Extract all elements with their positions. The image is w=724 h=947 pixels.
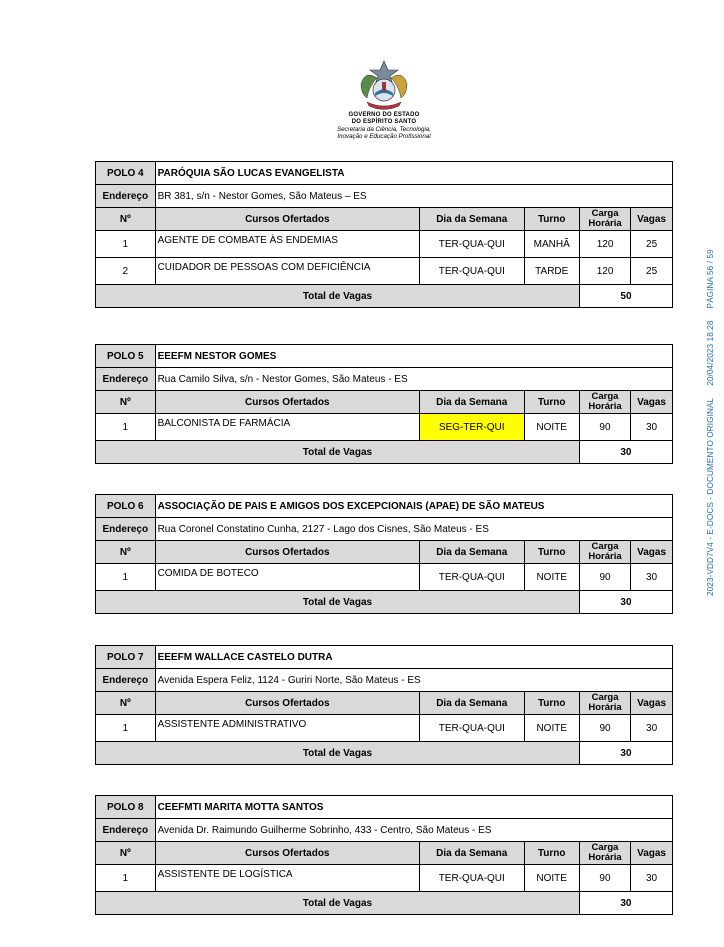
- course-number: 1: [96, 231, 156, 258]
- col-header-carga: [579, 692, 630, 715]
- total-value: 30: [579, 441, 672, 464]
- course-days: TER-QUA-QUI: [419, 865, 524, 892]
- course-shift: NOITE: [524, 414, 579, 441]
- course-hours: 90: [579, 865, 630, 892]
- col-header-turno: Turno: [524, 692, 579, 715]
- edocs-code: 2023-VDD7V4 - E-DOCS - DOCUMENTO ORIGINAL: [706, 397, 715, 596]
- col-header-vagas: Vagas: [631, 541, 673, 564]
- endereco-label: Endereço: [96, 368, 156, 391]
- col-header-dia: Dia da Semana: [420, 208, 525, 231]
- course-days-highlighted: SEG-TER-QUI: [419, 414, 524, 441]
- course-name: CUIDADOR DE PESSOAS COM DEFICIÊNCIA: [155, 258, 419, 285]
- polo-name: PARÓQUIA SÃO LUCAS EVANGELISTA: [155, 162, 672, 185]
- endereco-label: Endereço: [96, 185, 156, 208]
- carga-l1: Carga: [591, 842, 619, 853]
- col-header-no: Nº: [96, 541, 156, 564]
- col-header-carga: [579, 391, 630, 414]
- carga-l1: Carga: [591, 541, 619, 552]
- col-header-dia: Dia da Semana: [420, 692, 525, 715]
- polo-label: POLO 5: [96, 345, 156, 368]
- polo-label: POLO 4: [96, 162, 156, 185]
- endereco-label: Endereço: [96, 819, 156, 842]
- course-number: 1: [96, 865, 156, 892]
- document-header: [0, 58, 724, 140]
- total-label: Total de Vagas: [96, 742, 580, 765]
- col-header-turno: Turno: [524, 208, 579, 231]
- edocs-datetime: 20/04/2023 18:28: [706, 320, 715, 386]
- carga-l1: Carga: [591, 208, 619, 219]
- total-value: 30: [579, 742, 672, 765]
- course-days: TER-QUA-QUI: [420, 715, 525, 742]
- polo-address: BR 381, s/n - Nestor Gomes, São Mateus – ES: [155, 185, 672, 208]
- edocs-page: PÁGINA 56 / 59: [706, 249, 715, 309]
- course-seats: 25: [631, 231, 673, 258]
- polo-label: POLO 6: [96, 495, 156, 518]
- secretaria-line-1: Secretaria da Ciência, Tecnologia,: [336, 126, 431, 133]
- course-days: TER-QUA-QUI: [420, 231, 525, 258]
- polo-label: POLO 7: [96, 646, 156, 669]
- carga-l2: Horária: [588, 401, 622, 412]
- course-hours: 120: [579, 258, 630, 285]
- course-seats: 30: [631, 564, 673, 591]
- polo-name: EEEFM NESTOR GOMES: [155, 345, 672, 368]
- polo-table: [95, 795, 673, 915]
- carga-l2: Horária: [588, 551, 622, 562]
- course-shift: NOITE: [524, 564, 579, 591]
- course-shift: NOITE: [524, 865, 579, 892]
- polo-table: [95, 344, 673, 464]
- polo-address: Rua Coronel Constatino Cunha, 2127 - Lago dos Cisnes, São Mateus - ES: [155, 518, 672, 541]
- course-number: 2: [96, 258, 156, 285]
- table-row: [96, 865, 673, 892]
- col-header-dia: Dia da Semana: [419, 391, 524, 414]
- col-header-cursos: Cursos Ofertados: [155, 842, 419, 865]
- col-header-vagas: Vagas: [631, 391, 673, 414]
- course-hours: 90: [579, 564, 630, 591]
- course-seats: 30: [631, 715, 673, 742]
- total-label: Total de Vagas: [96, 441, 580, 464]
- course-name: BALCONISTA DE FARMÁCIA: [155, 414, 419, 441]
- col-header-no: Nº: [96, 842, 156, 865]
- polo-table: [95, 494, 673, 614]
- total-label: Total de Vagas: [96, 892, 580, 915]
- col-header-cursos: Cursos Ofertados: [155, 208, 419, 231]
- endereco-label: Endereço: [96, 518, 156, 541]
- course-name: ASSISTENTE ADMINISTRATIVO: [155, 715, 419, 742]
- gov-line-2: DO ESPÍRITO SANTO: [351, 119, 417, 125]
- total-label: Total de Vagas: [96, 285, 580, 308]
- course-number: 1: [96, 414, 156, 441]
- carga-l2: Horária: [588, 702, 622, 713]
- course-name: AGENTE DE COMBATE ÀS ENDEMIAS: [155, 231, 419, 258]
- col-header-turno: Turno: [524, 842, 579, 865]
- polo-address: Avenida Dr. Raimundo Guilherme Sobrinho, 433 - Centro, São Mateus - ES: [155, 819, 672, 842]
- gov-line-1: GOVERNO DO ESTADO: [348, 112, 420, 118]
- secretaria-line-2: Inovação e Educação Profissional: [337, 133, 431, 140]
- carga-l2: Horária: [588, 218, 622, 229]
- col-header-cursos: Cursos Ofertados: [155, 391, 419, 414]
- col-header-no: Nº: [96, 391, 156, 414]
- course-name: ASSISTENTE DE LOGÍSTICA: [155, 865, 419, 892]
- polo-name: EEEFM WALLACE CASTELO DUTRA: [155, 646, 672, 669]
- col-header-dia: Dia da Semana: [419, 842, 524, 865]
- table-row: [96, 258, 673, 285]
- course-shift: NOITE: [524, 715, 579, 742]
- table-row: [96, 564, 673, 591]
- endereco-label: Endereço: [96, 669, 156, 692]
- col-header-cursos: Cursos Ofertados: [155, 541, 419, 564]
- course-number: 1: [96, 564, 156, 591]
- col-header-vagas: Vagas: [631, 842, 673, 865]
- col-header-carga: [579, 541, 630, 564]
- polo-address: Avenida Espera Feliz, 1124 - Guriri Norte, São Mateus - ES: [155, 669, 672, 692]
- course-days: TER-QUA-QUI: [420, 258, 525, 285]
- table-row: [96, 414, 673, 441]
- col-header-carga: [579, 842, 630, 865]
- carga-l1: Carga: [591, 692, 619, 703]
- course-shift: TARDE: [524, 258, 579, 285]
- col-header-no: Nº: [96, 208, 156, 231]
- carga-l2: Horária: [588, 852, 622, 863]
- total-value: 30: [579, 892, 672, 915]
- course-seats: 25: [631, 258, 673, 285]
- course-shift: MANHÃ: [524, 231, 579, 258]
- col-header-no: Nº: [96, 692, 156, 715]
- col-header-vagas: Vagas: [631, 208, 673, 231]
- polo-name: ASSOCIAÇÃO DE PAIS E AMIGOS DOS EXCEPCIONAIS (APAE) DE SÃO MATEUS: [155, 495, 672, 518]
- col-header-carga: [579, 208, 630, 231]
- edocs-side-stamp: [706, 237, 715, 596]
- total-label: Total de Vagas: [96, 591, 580, 614]
- course-seats: 30: [631, 414, 673, 441]
- col-header-turno: Turno: [524, 541, 579, 564]
- table-row: [96, 231, 673, 258]
- polo-table: [95, 645, 673, 765]
- course-name: COMIDA DE BOTECO: [155, 564, 419, 591]
- col-header-vagas: Vagas: [631, 692, 673, 715]
- polo-name: CEEFMTI MARITA MOTTA SANTOS: [155, 796, 672, 819]
- col-header-turno: Turno: [524, 391, 579, 414]
- col-header-dia: Dia da Semana: [420, 541, 525, 564]
- total-value: 30: [579, 591, 672, 614]
- table-row: [96, 715, 673, 742]
- espirito-santo-coat-of-arms-icon: [355, 58, 413, 112]
- total-value: 50: [579, 285, 672, 308]
- carga-l1: Carga: [591, 391, 619, 402]
- course-hours: 120: [579, 231, 630, 258]
- course-hours: 90: [579, 414, 630, 441]
- course-hours: 90: [579, 715, 630, 742]
- polo-table: [95, 161, 673, 308]
- polo-address: Rua Camilo Silva, s/n - Nestor Gomes, São Mateus - ES: [155, 368, 672, 391]
- col-header-cursos: Cursos Ofertados: [155, 692, 419, 715]
- polo-label: POLO 8: [96, 796, 156, 819]
- course-seats: 30: [631, 865, 673, 892]
- course-number: 1: [96, 715, 156, 742]
- course-days: TER-QUA-QUI: [420, 564, 525, 591]
